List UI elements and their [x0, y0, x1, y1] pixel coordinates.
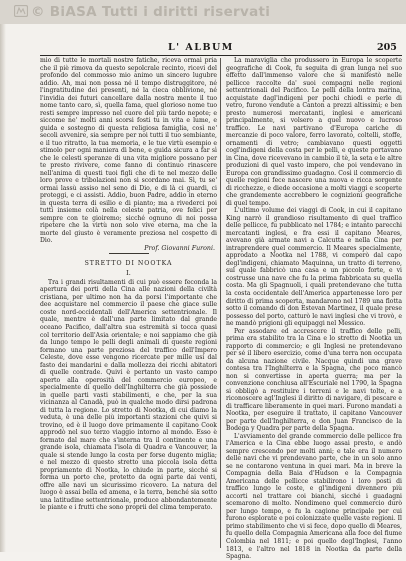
section-heading: STRETTO DI NOOTKA [84, 259, 173, 267]
biasa-logo-icon [14, 5, 28, 17]
header-rule [40, 55, 402, 56]
page-number: 205 [377, 42, 397, 53]
article-paragraph: L'avviamento del grande commercio delle pellicce fra l'America e la Cina ebbe luogo assai presto, e andò sempre crescendo per molti anni; e tale era il numero delle navi che vi prendevano parte, che in un solo anno se ne contarono ventuna in quei mari. Ma in breve la Compagnia della Baia d'Hudson e la Compagnia Americana delle pellicce stabilirono i loro posti di traffico lungo le coste, e gl'indigeni divennero più accorti nel trattare coi bianchi, sicché i guadagni scemarono di molto. Nondimeno quel commercio durò per lungo tempo, e fu la cagione principale per cui furono esplorate e poi colonizzate quelle vaste regioni. Il primo stabilimento che vi si fece, dopo quello di Meares, fu quello della Compagnia Americana alla foce del fiume Colombia nel 1811; e poi quello degl'Inglesi, l'anno 1813, e l'altro nel 1818 in Nootka da parte della Spagna. [226, 432, 402, 561]
left-column [40, 57, 217, 512]
section-divider [109, 253, 149, 254]
watermark [14, 4, 270, 20]
watermark-text: © BiASA Tutti i diritti riservati [31, 4, 271, 20]
article-paragraph: Per assodare ed accrescere il traffico delle pelli, prima era stabilito tra la Cina e lo stretto di Nootka un rapporto di commercio; e gli Inglesi ne pretendevano per sé il libero esercizio, come d'una terra non occupata da alcuna nazione civile. Nacque quindi una grave contesa tra l'Inghilterra e la Spagna, che poco mancò non si convertisse in aperta guerra; ma per la convenzione conchiusa all'Escuriale nel 1790, la Spagna si obbligò a restituire i terreni e le navi tolte, e a riconoscere agl'Inglesi il diritto di navigare, di pescare e di trafficare liberamente in quei mari. Furono mandati a Nootka, per eseguire il trattato, il capitano Vancouver per parte dell'Inghilterra, e don Juan Francisco de la Bodega y Quadra per parte della Spagna. [226, 327, 402, 433]
column-divider [220, 58, 221, 548]
scan-shadow [0, 24, 6, 552]
section-numeral: I. [126, 268, 131, 277]
watermark-banner [0, 0, 406, 24]
article-paragraph: L'ultimo volume dei viaggi di Cook, in cui il capitano King narrò il grandioso risultamento di quel traffico delle pellicce, fu pubblicato nel 1784; e intanto parecchi mercatanti inglesi, e fra essi il capitano Meares, avevano già armate navi a Calcutta e nella Cina per intraprendere quel commercio. Il Meares specialmente, approdato a Nootka nel 1788, vi comperò dal capo degl'indigeni, chiamato Maquinna, un tratto di terreno, sul quale fabbricò una casa e un piccolo forte, e vi costrusse una nave che fu la prima fabbricata su quella costa. Ma gli Spagnuoli, i quali pretendevano che tutta la costa occidentale dell'America appartenesse loro per diritto di prima scoperta, mandarono nel 1789 una flotta sotto il comando di don Estevan Martinez, il quale prese possesso del porto, catturò le navi inglesi che vi trovò, e ne mandò prigioni gli equipaggi nel Messico. [226, 207, 402, 328]
right-column [226, 57, 402, 561]
article-paragraph: La maraviglia che produssero in Europa le scoperte geografiche di Cook, fu seguita di gran lunga nel suo effetto dall'immenso valore che si manifestò nelle pellicce raccolte da' suoi compagni nelle regioni settentrionali del Pacifico. Le pelli della lontra marina, acquistate dagl'indigeni per pochi chiodi e perle di vetro, furono vendute a Canton a prezzi altissimi; e ben presto numerosi mercatanti, inglesi e americani principalmente, si volsero a quel nuovo e lucroso traffico. Le navi partivano d'Europa cariche di mercanzie di poco valore, ferro lavorato, coltelli, stoffe, ornamenti di vetro; cambiavano questi oggetti cogl'indigeni della costa per le pelli, e queste portavano in Cina, dove ricevevano in cambio il tè, la seta e le altre produzioni di quel vasto impero, che poi vendevano in Europa con grandissimo guadagno. Così il commercio di quelle regioni fece nascere una nuova e ricca sorgente di ricchezze, e diede occasione a molti viaggi e scoperte che grandemente accrebbero le cognizioni geografiche di quel tempo. [226, 57, 402, 207]
article-signature: Prof. Giovanni Furoni. [144, 244, 215, 252]
page-header-title: L' ALBUM [168, 42, 234, 53]
article-paragraph: mio di tutte le mortali nostre fatiche, riceva ormai pria che il piè rimova da questo sepolcrale recinto, ricevi del profondo del commosso mio animo un sincero lugubre addio. Ah, mai non possa né il tempo distruggitore, né l'ingratitudine dei presenti, né la cieca obblivione, né l'invidia dei futuri cancellare dalla nostra mente il tuo nome tanto caro, sì, quella fama, quel glorioso nome tuo resti sempre impresso nel cuore del più tardo nepote; e siccome ne' molti anni scorsi fosti tu in vita e lume, e guida e sostegno di questa religiosa famiglia, così ne' secoli avvenire, sia sempre per noi tutti il tuo sembiante, e il tuo ritratto, la tua memoria, e le tue virtù esempio e stimolo per ogni maniera di bene, e guida sicura a far sì che le celesti speranze di una vita migliore possano per te presto rivivere, come fanno di continuo rinascere nell'anima di questi tuoi figli che di te nel mezzo delle loro prove e tribolazioni non si scordano mai. Sì, tu se' ormai lassù assiso nel seno di Dio, e di là ci guardi, ci proteggi, e ci assisti. Addio, buon Padre, addio in eterno in questa terra di esilio e di pianto; ma a rivederci poi tutti insieme colà nella celeste patria, ove felici per sempre con te gioiremo; sicché ognuno di noi possa ripetere che la virtù non solo vive eterna, ma che la morte del giusto è veramente preziosa nel cospetto di Dio. [40, 57, 217, 245]
article-paragraph: Tra i grandi risultamenti di cui può essere feconda la apertura dei porti della Cina alle nazioni della civiltà cristiana, per ultimo non ha da porsi l'importante che dee acquistare nel commercio il paese che giace sulle coste nord-occidentali dell'America settentrionale. Il quale, mentre è dall'una parte limitato dal grande oceano Pacifico, dall'altra sua estremità si tocca quasi col territorio dell'Asia orientale; e noi sappiamo che già da lungo tempo le pelli degli animali di queste regioni formano una parte preziosa del traffico dell'Impero Celeste, dove esse vengono ricercate per mille usi dal fasto dei mandarini e dalla mollezza dei ricchi abitatori di quelle contrade. Quivi è pertanto un vasto campo aperto alla operosità del commercio europeo, e specialmente di quello dell'Inghilterra che già possiede in quelle parti vasti stabilimenti, e che, per la sua vicinanza al Canadà, può in qualche modo dirsi padrona di tutta la regione. Lo stretto di Nootka, di cui diamo la veduta, è una delle più importanti stazioni che quivi si trovino, ed è il luogo dove primamente il capitano Cook approdò nel suo terzo viaggio intorno al mondo. Esso è formato dal mare che s'interna tra il continente e una grande isola, chiamata l'isola di Quadra e Vancouver, la quale si stende lungo la costa per forse dugento miglia; e nel mezzo di questo stretto una piccola isola detta propriamente di Nootka, lo chiude in parte, sicché si forma un porto che, protetto da ogni parte dai venti, offre alle navi un sicurissimo ricovero. La natura del luogo è assai bella ed amena, e la terra, benché sia sotto una latitudine settentrionale, produce abbondantemente le piante e i frutti che sono proprii del clima temperato. [40, 278, 217, 512]
